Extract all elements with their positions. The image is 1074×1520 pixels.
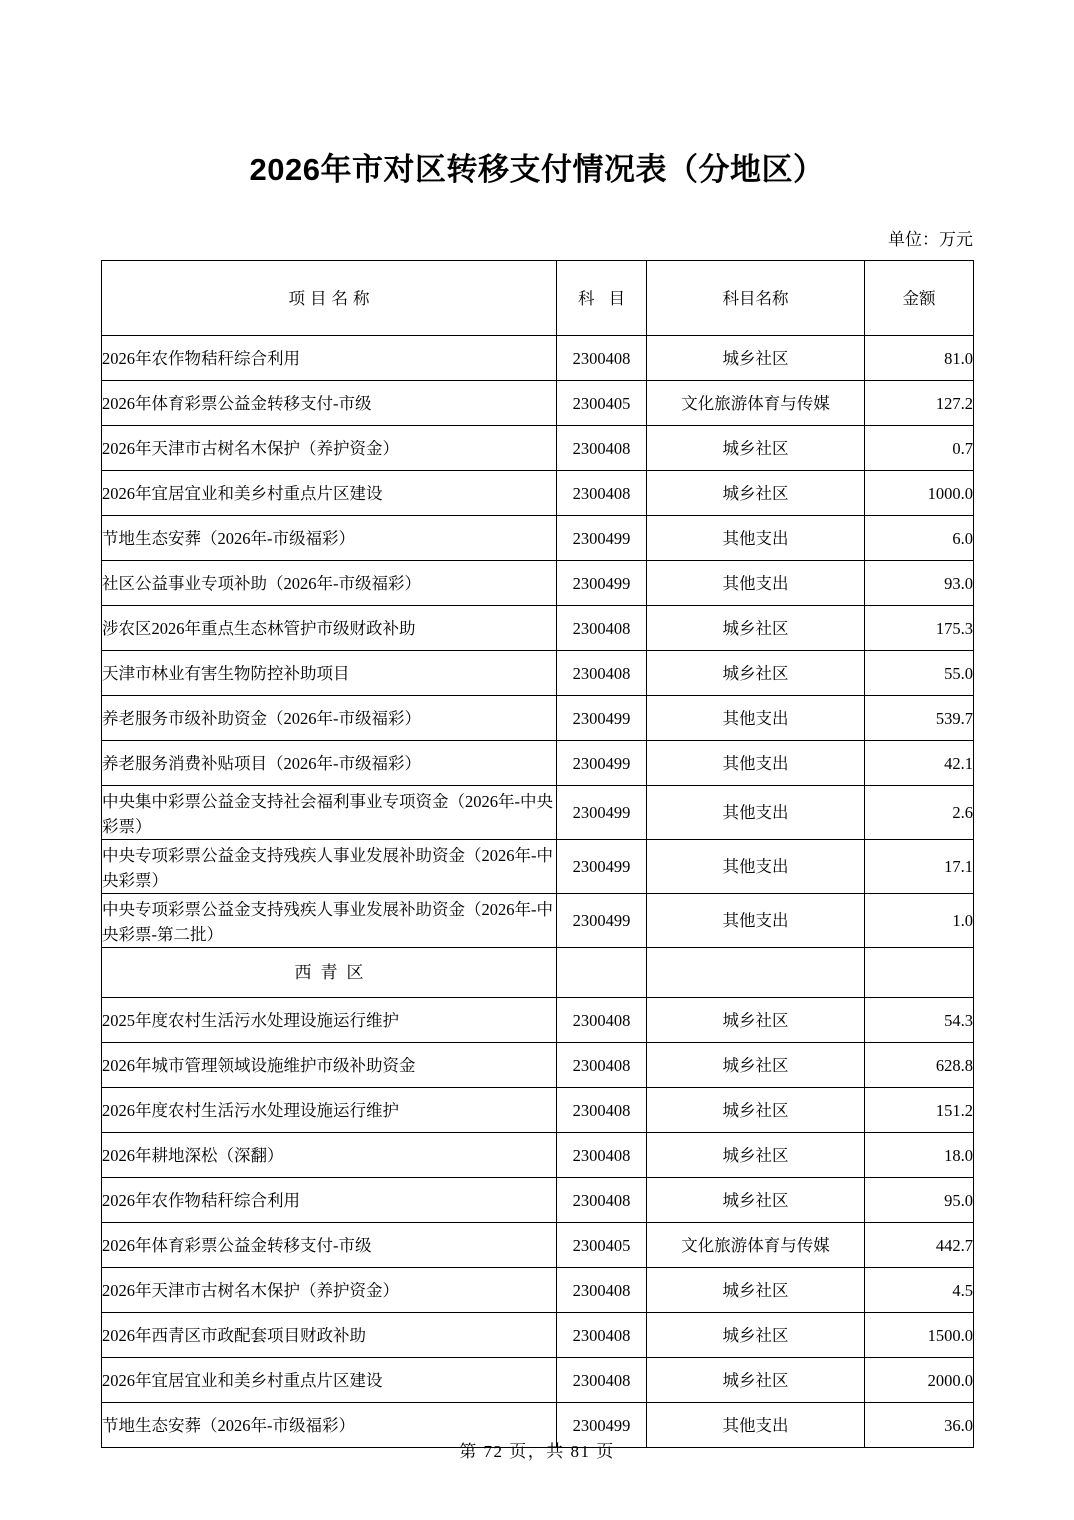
cell-amount: 36.0 [865,1403,974,1448]
table-row [102,561,974,606]
cell-code-name: 城乡社区 [647,1043,865,1088]
cell-amount: 539.7 [865,696,974,741]
column-header-code-name: 科目名称 [647,261,865,336]
cell-code: 2300499 [557,894,647,948]
cell-amount: 175.3 [865,606,974,651]
table-row [102,1268,974,1313]
cell-project-name: 中央集中彩票公益金支持社会福利事业专项资金（2026年-中央彩票） [102,786,557,840]
cell-amount: 442.7 [865,1223,974,1268]
cell-code-name: 城乡社区 [647,651,865,696]
cell-code-name: 城乡社区 [647,1358,865,1403]
cell-code: 2300405 [557,1223,647,1268]
column-header-amount: 金额 [865,261,974,336]
cell-code: 2300405 [557,381,647,426]
table-section-row [102,948,974,998]
cell-code: 2300408 [557,1268,647,1313]
cell-project-name: 2026年天津市古树名木保护（养护资金） [102,426,557,471]
cell-code: 2300408 [557,471,647,516]
cell-code: 2300408 [557,426,647,471]
cell-project-name: 2025年度农村生活污水处理设施运行维护 [102,998,557,1043]
cell-amount: 93.0 [865,561,974,606]
table-row [102,1178,974,1223]
cell-code-name: 其他支出 [647,561,865,606]
cell-project-name: 2026年宜居宜业和美乡村重点片区建设 [102,471,557,516]
cell-code-name: 其他支出 [647,894,865,948]
cell-project-name: 2026年农作物秸秆综合利用 [102,336,557,381]
table-header-row [102,261,974,336]
table-body [102,336,974,1448]
cell-amount: 18.0 [865,1133,974,1178]
cell-code-name: 其他支出 [647,741,865,786]
cell-code-name: 其他支出 [647,516,865,561]
table-header [102,261,974,336]
cell-code-name: 其他支出 [647,696,865,741]
cell-amount: 81.0 [865,336,974,381]
cell-project-name: 2026年西青区市政配套项目财政补助 [102,1313,557,1358]
cell-code-name: 城乡社区 [647,1313,865,1358]
cell-amount: 1000.0 [865,471,974,516]
cell-amount: 4.5 [865,1268,974,1313]
table-row [102,786,974,840]
cell-project-name: 2026年天津市古树名木保护（养护资金） [102,1268,557,1313]
cell-amount: 95.0 [865,1178,974,1223]
cell-amount: 6.0 [865,516,974,561]
cell-amount: 151.2 [865,1088,974,1133]
cell-code-name: 其他支出 [647,840,865,894]
cell-project-name: 天津市林业有害生物防控补助项目 [102,651,557,696]
table-row [102,1088,974,1133]
cell-code: 2300408 [557,1133,647,1178]
cell-project-name: 2026年城市管理领域设施维护市级补助资金 [102,1043,557,1088]
cell-project-name: 2026年农作物秸秆综合利用 [102,1178,557,1223]
cell-code-name: 城乡社区 [647,1268,865,1313]
table-row [102,894,974,948]
cell-code: 2300408 [557,1178,647,1223]
cell-code-name: 城乡社区 [647,998,865,1043]
table-row [102,1313,974,1358]
cell-project-name: 2026年体育彩票公益金转移支付-市级 [102,1223,557,1268]
transfer-payment-table [101,260,974,1448]
cell-amount: 628.8 [865,1043,974,1088]
cell-amount: 55.0 [865,651,974,696]
cell-code-name: 城乡社区 [647,1133,865,1178]
table-row [102,741,974,786]
table-row [102,471,974,516]
cell-code-name: 城乡社区 [647,1178,865,1223]
table-row [102,516,974,561]
section-title: 西青区 [102,948,557,998]
column-header-project-name: 项目名称 [102,261,557,336]
cell-project-name: 节地生态安葬（2026年-市级福彩） [102,1403,557,1448]
cell-amount: 2000.0 [865,1358,974,1403]
cell-code-name: 其他支出 [647,1403,865,1448]
cell-project-name: 中央专项彩票公益金支持残疾人事业发展补助资金（2026年-中央彩票） [102,840,557,894]
cell-project-name: 涉农区2026年重点生态林管护市级财政补助 [102,606,557,651]
cell-code-name: 城乡社区 [647,1088,865,1133]
page-title: 2026年市对区转移支付情况表（分地区） [249,152,825,187]
table-row [102,1133,974,1178]
cell-amount: 127.2 [865,381,974,426]
unit-label: 单位：万元 [888,230,973,249]
cell-project-name: 2026年度农村生活污水处理设施运行维护 [102,1088,557,1133]
cell-amount: 0.7 [865,426,974,471]
page-footer: 第 72 页，共 81 页 [459,1442,615,1461]
cell-amount: 17.1 [865,840,974,894]
cell-project-name: 养老服务消费补贴项目（2026年-市级福彩） [102,741,557,786]
cell-amount: 1500.0 [865,1313,974,1358]
cell-code-name: 其他支出 [647,786,865,840]
cell-code: 2300408 [557,606,647,651]
table-row [102,696,974,741]
table-row [102,998,974,1043]
cell-code: 2300499 [557,741,647,786]
cell-code: 2300408 [557,998,647,1043]
cell-code: 2300499 [557,696,647,741]
table-row [102,1223,974,1268]
cell-code [557,948,647,998]
cell-code-name: 城乡社区 [647,606,865,651]
cell-amount: 2.6 [865,786,974,840]
table-row [102,381,974,426]
cell-project-name: 2026年宜居宜业和美乡村重点片区建设 [102,1358,557,1403]
cell-code-name [647,948,865,998]
cell-amount: 42.1 [865,741,974,786]
table-row [102,840,974,894]
table-row [102,606,974,651]
cell-code-name: 城乡社区 [647,471,865,516]
table-row [102,651,974,696]
cell-code: 2300499 [557,786,647,840]
cell-project-name: 2026年耕地深松（深翻） [102,1133,557,1178]
cell-amount [865,948,974,998]
cell-code: 2300408 [557,1088,647,1133]
cell-code: 2300499 [557,561,647,606]
cell-code: 2300408 [557,1043,647,1088]
cell-code-name: 城乡社区 [647,426,865,471]
cell-project-name: 社区公益事业专项补助（2026年-市级福彩） [102,561,557,606]
table-row [102,426,974,471]
cell-project-name: 中央专项彩票公益金支持残疾人事业发展补助资金（2026年-中央彩票-第二批） [102,894,557,948]
table-row [102,336,974,381]
cell-code-name: 文化旅游体育与传媒 [647,1223,865,1268]
cell-code: 2300499 [557,516,647,561]
cell-project-name: 2026年体育彩票公益金转移支付-市级 [102,381,557,426]
table-row [102,1043,974,1088]
cell-code-name: 文化旅游体育与传媒 [647,381,865,426]
cell-project-name: 养老服务市级补助资金（2026年-市级福彩） [102,696,557,741]
cell-amount: 1.0 [865,894,974,948]
table-row [102,1358,974,1403]
cell-code-name: 城乡社区 [647,336,865,381]
cell-code: 2300499 [557,840,647,894]
cell-code: 2300408 [557,1313,647,1358]
column-header-code: 科 目 [557,261,647,336]
cell-amount: 54.3 [865,998,974,1043]
cell-code: 2300408 [557,1358,647,1403]
cell-code: 2300408 [557,651,647,696]
cell-code: 2300408 [557,336,647,381]
cell-project-name: 节地生态安葬（2026年-市级福彩） [102,516,557,561]
cell-code: 2300499 [557,1403,647,1448]
